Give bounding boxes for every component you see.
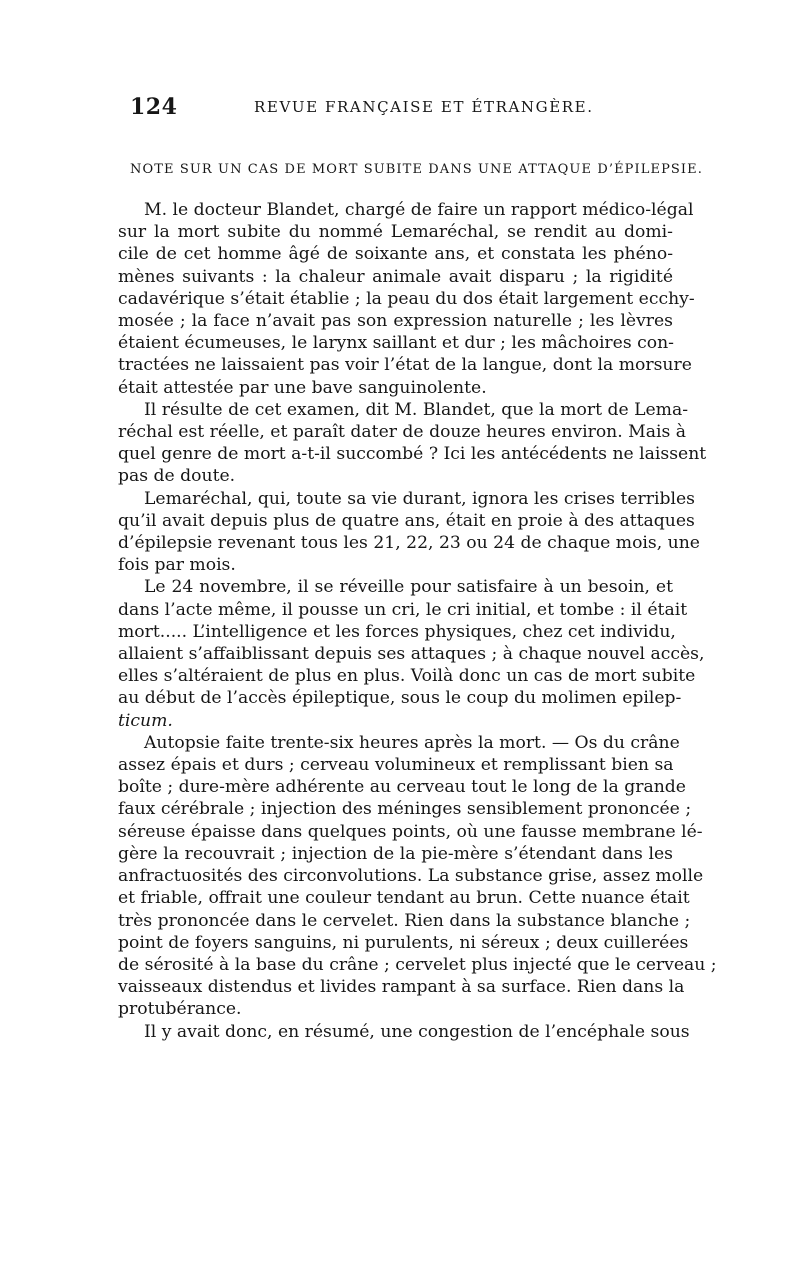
text-line: boîte ; dure-mère adhérente au cerveau tout le long de la grande: [118, 777, 686, 798]
text-line: anfractuosités des circonvolutions. La substance grise, assez molle: [118, 866, 704, 887]
text-line: Il y avait donc, en résumé, une congestion de l’encéphale sous: [144, 1021, 690, 1042]
text-line: sur la mort subite du nommé Lemaréchal, se rendit au domi-: [118, 222, 673, 243]
paragraph: [118, 199, 695, 399]
paragraph: [118, 1021, 690, 1043]
text-line: quel genre de mort a-t-il succombé ? Ici les antécédents ne laissent: [118, 444, 707, 465]
text-line: assez épais et durs ; cerveau volumineux et remplissant bien sa: [118, 755, 674, 776]
text-line: cadavérique s’était établie ; la peau du dos était largement ecchy-: [118, 288, 695, 309]
text-line: mort..... L’intelligence et les forces physiques, chez cet individu,: [118, 621, 676, 642]
text-line: mènes suivants : la chaleur animale avait disparu ; la rigidité: [118, 266, 673, 287]
text-line: séreuse épaisse dans quelques points, où une fausse membrane lé-: [118, 821, 703, 842]
text-line: était attestée par une bave sanguinolente.: [118, 377, 487, 398]
text-line: Le 24 novembre, il se réveille pour satisfaire à un besoin, et: [144, 577, 673, 598]
paragraph: [118, 732, 717, 1021]
text-line: dans l’acte même, il pousse un cri, le cri initial, et tombe : il était: [118, 599, 688, 620]
text-line: allaient s’affaiblissant depuis ses attaques ; à chaque nouvel accès,: [118, 644, 705, 665]
text-line: réchal est réelle, et paraît dater de douze heures environ. Mais à: [118, 422, 687, 443]
text-line: point de foyers sanguins, ni purulents, ni séreux ; deux cuillerées: [118, 932, 689, 953]
text-line: M. le docteur Blandet, chargé de faire un rapport médico-légal: [144, 200, 694, 220]
text-line: vaisseaux distendus et livides rampant à sa surface. Rien dans la: [118, 977, 685, 998]
text-line: Il résulte de cet examen, dit M. Blandet, que la mort de Lema-: [144, 399, 689, 420]
paragraph: [118, 576, 705, 731]
text-line: protubérance.: [118, 999, 242, 1020]
text-line: de sérosité à la base du crâne ; cervelet plus injecté que le cerveau ;: [118, 954, 717, 975]
text-line: faux cérébrale ; injection des méninges sensiblement prononcée ;: [118, 799, 692, 820]
text-line: tractées ne laissaient pas voir l’état de la langue, dont la morsure: [118, 355, 692, 376]
text-line: qu’il avait depuis plus de quatre ans, était en proie à des attaques: [118, 510, 695, 531]
text-line: très prononcée dans le cervelet. Rien dans la substance blanche ;: [118, 910, 691, 931]
text-line: mosée ; la face n’avait pas son expression naturelle ; les lèvres: [118, 311, 673, 332]
journal-title: REVUE FRANÇAISE ET ÉTRANGÈRE.: [254, 98, 594, 116]
paragraph: [118, 399, 707, 488]
text-line: cile de cet homme âgé de soixante ans, et constata les phéno-: [118, 244, 673, 265]
text-line: d’épilepsie revenant tous les 21, 22, 23 ou 24 de chaque mois, une: [118, 533, 700, 554]
running-head: [118, 94, 678, 122]
article-title: NOTE SUR UN CAS DE MORT SUBITE DANS UNE ATTAQUE D’ÉPILEPSIE.: [130, 162, 703, 177]
text-line: Lemaréchal, qui, toute sa vie durant, ignora les crises terribles: [144, 488, 695, 509]
paragraph: [118, 488, 700, 577]
text-line: gère la recouvrait ; injection de la pie-mère s’étendant dans les: [118, 843, 673, 864]
text-line: étaient écumeuses, le larynx saillant et dur ; les mâchoires con-: [118, 333, 674, 354]
text-line: ticum.: [118, 710, 173, 731]
text-line: elles s’altéraient de plus en plus. Voilà donc un cas de mort subite: [118, 666, 696, 687]
article-body: [118, 199, 717, 1043]
text-line: et friable, offrait une couleur tendant au brun. Cette nuance était: [118, 888, 690, 909]
text-line: au début de l’accès épileptique, sous le coup du molimen epilep-: [118, 688, 682, 709]
text-line: Autopsie faite trente-six heures après la mort. — Os du crâne: [144, 732, 680, 753]
page-number: 124: [130, 94, 178, 120]
text-line: pas de doute.: [118, 466, 236, 487]
text-line: fois par mois.: [118, 555, 236, 576]
